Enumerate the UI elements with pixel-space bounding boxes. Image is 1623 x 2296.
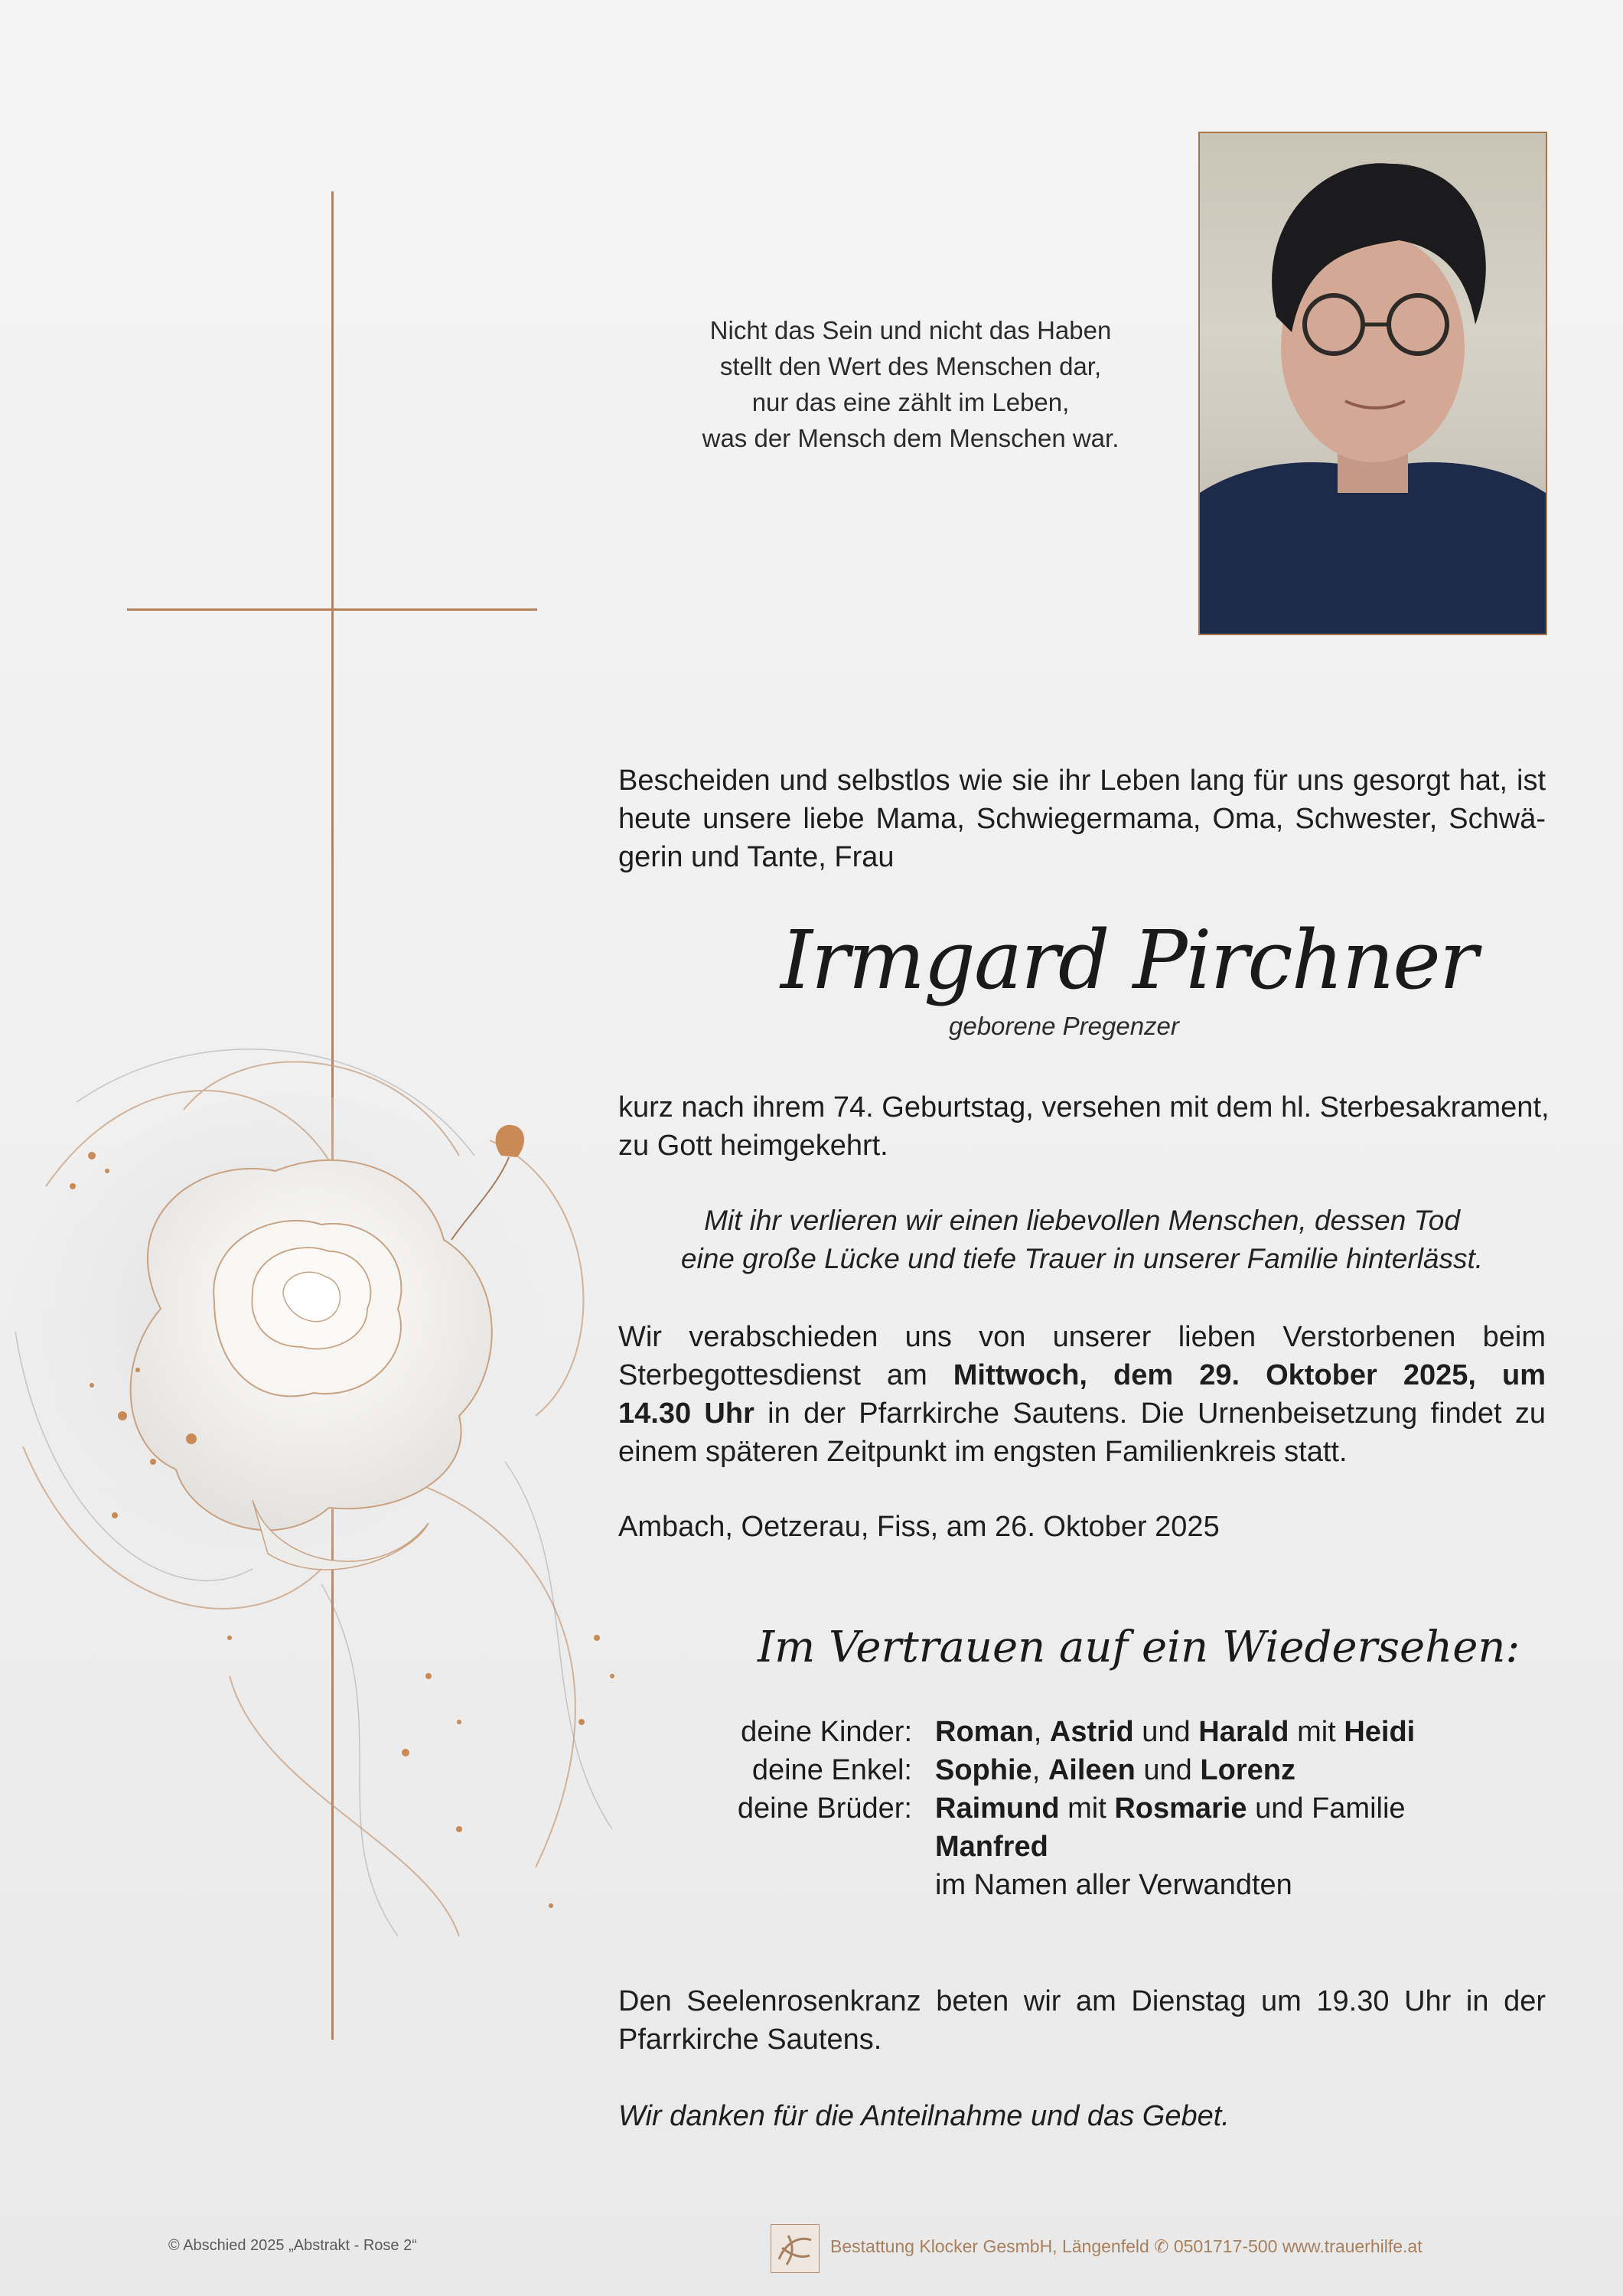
- grandchild-name: Lorenz: [1200, 1754, 1295, 1786]
- birth-name: geborene Pregenzer: [949, 1012, 1179, 1040]
- intro-line: heute unsere liebe Mama, Schwiegermama, Oma, Schwester, Schwä-: [618, 803, 1546, 835]
- child-name: Heidi: [1344, 1716, 1416, 1748]
- family-members: [935, 1713, 1415, 1904]
- service-date: Mittwoch, dem 29. Oktober 2025, um: [953, 1359, 1546, 1391]
- service-text: in der Pfarrkirche Sautens. Die Urnenbeisetzung findet zu: [754, 1397, 1546, 1430]
- thanks-line: Wir danken für die Anteilnahme und das Gebet.: [618, 2100, 1230, 2132]
- white-rose-illustration: [0, 987, 689, 1944]
- brother-name: Manfred: [935, 1831, 1048, 1863]
- rosary-line: Pfarrkirche Sautens.: [618, 2024, 882, 2056]
- separator: und: [1135, 1754, 1201, 1786]
- portrait-illustration: [1200, 133, 1546, 634]
- children-label: deine Kinder:: [741, 1716, 912, 1748]
- quote-line: stellt den Wert des Menschen dar,: [719, 352, 1102, 380]
- brothers-list: [935, 1789, 1415, 1828]
- deceased-name: Irmgard Pirchner: [781, 913, 1477, 1007]
- brother-2: [935, 1828, 1415, 1866]
- rosary-paragraph: [618, 1982, 1546, 2059]
- memorial-quote: [612, 312, 1209, 456]
- service-time: 14.30 Uhr: [618, 1397, 754, 1430]
- service-text: Sterbegottesdienst am: [618, 1359, 953, 1391]
- footer-copyright: © Abschied 2025 „Abstrakt - Rose 2“: [168, 2237, 417, 2254]
- place-and-date: Ambach, Oetzerau, Fiss, am 26. Oktober 2025: [618, 1511, 1220, 1543]
- separator: ,: [1031, 1754, 1048, 1786]
- separator: mit: [1059, 1792, 1115, 1825]
- quote-line: Nicht das Sein und nicht das Haben: [709, 316, 1112, 344]
- grandchild-name: Sophie: [935, 1754, 1032, 1786]
- separator: und: [1133, 1716, 1199, 1748]
- passing-line: zu Gott heimgekehrt.: [618, 1130, 888, 1162]
- grandchild-name: Aileen: [1048, 1754, 1136, 1786]
- funeral-home-logo-icon: [771, 2224, 820, 2273]
- service-paragraph: [618, 1318, 1546, 1471]
- portrait-photo: [1198, 132, 1547, 635]
- passing-paragraph: [618, 1088, 1550, 1165]
- brother-name: Rosmarie: [1114, 1792, 1247, 1825]
- quote-line: nur das eine zählt im Leben,: [751, 388, 1070, 416]
- child-name: Astrid: [1049, 1716, 1134, 1748]
- brother-name: Raimund: [935, 1792, 1060, 1825]
- family-labels: [673, 1713, 912, 1828]
- child-name: Harald: [1198, 1716, 1289, 1748]
- separator: ,: [1033, 1716, 1050, 1748]
- children-list: [935, 1713, 1415, 1751]
- loss-quote-line: eine große Lücke und tiefe Trauer in unserer Familie hinterlässt.: [680, 1243, 1484, 1274]
- intro-paragraph: [618, 762, 1546, 876]
- grandchildren-list: [935, 1751, 1415, 1789]
- intro-line: gerin und Tante, Frau: [618, 841, 895, 873]
- service-line: [618, 1356, 1546, 1394]
- trust-heading: Im Vertrauen auf ein Wiedersehen:: [758, 1623, 1520, 1672]
- brothers-label: deine Brüder:: [737, 1792, 912, 1825]
- grandchildren-label: deine Enkel:: [751, 1754, 912, 1786]
- intro-line: Bescheiden und selbstlos wie sie ihr Leben lang für uns gesorgt hat, ist: [618, 765, 1546, 797]
- cross-horizontal-beam: [127, 608, 537, 611]
- loss-quote-line: Mit ihr verlieren wir einen liebevollen Menschen, dessen Tod: [704, 1205, 1460, 1236]
- service-line: Wir verabschieden uns von unserer lieben Verstorbenen beim: [618, 1321, 1546, 1353]
- relatives-line: im Namen aller Verwandten: [935, 1869, 1292, 1901]
- rosary-line: Den Seelenrosenkranz beten wir am Dienstag um 19.30 Uhr in der: [618, 1985, 1546, 2017]
- footer-funeral-home: Bestattung Klocker GesmbH, Längenfeld ✆ 0501717-500 www.trauerhilfe.at: [830, 2236, 1423, 2256]
- quote-line: was der Mensch dem Menschen war.: [702, 424, 1119, 452]
- separator: mit: [1289, 1716, 1344, 1748]
- child-name: Roman: [935, 1716, 1034, 1748]
- separator: und Familie: [1247, 1792, 1406, 1825]
- service-line: [618, 1394, 1546, 1433]
- service-line: einem späteren Zeitpunkt im engsten Familienkreis statt.: [618, 1436, 1348, 1468]
- loss-quote: [618, 1202, 1546, 1278]
- passing-line: kurz nach ihrem 74. Geburtstag, versehen mit dem hl. Sterbesakrament,: [618, 1091, 1550, 1124]
